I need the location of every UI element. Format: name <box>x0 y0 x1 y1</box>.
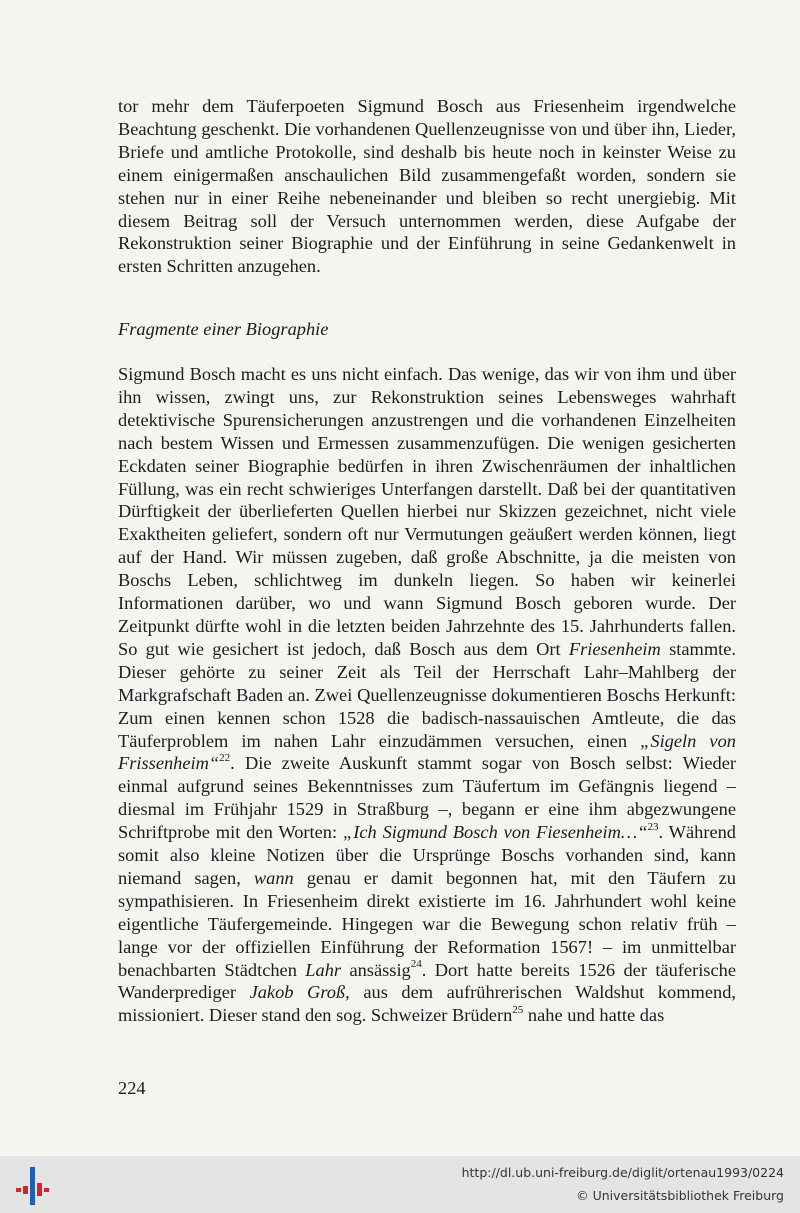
text-span: . Während somit also kleine Notizen über die Ursprünge Boschs vorhanden sind, kann niemand sagen, <box>118 822 736 888</box>
logo-red-bar <box>23 1186 28 1194</box>
logo-red-bar <box>37 1183 42 1196</box>
footnote-ref-22: 22 <box>219 752 231 765</box>
text-span: . Dort hatte bereits 1526 der täuferische Wanderprediger <box>118 959 736 1003</box>
text-span: Sigmund Bosch macht es uns nicht einfach. Das wenige, das wir von ihm und über ihn wissen, zwingt uns, zur Rekonstruktion seines Lebensweges wahrhaft detektivische Spurensicherungen anzustrengen und die vorhandenen Einzelheiten nach bestem Wissen und Ermessen zusammenzufügen. Die wenigen gesicherten Eckdaten seiner Biographie bedürfen in ihren Zwischenräumen der inhaltlichen Füllung, was ein recht schwieriges Unterfangen darstellt. Daß bei der quantitativen Dürftigkeit der überlieferten Quellen hierbei nur Skizzen gezeichnet, nicht viele Exaktheiten geliefert, sondern oft nur Vermutungen geäußert werden können, liegt auf der Hand. Wir müssen zugeben, daß große Abschnitte, ja die meisten von Boschs Leben, schlichtweg im dunkeln liegen. So haben wir keinerlei Informationen darüber, wo und wann Sigmund Bosch geboren wurde. Der Zeitpunkt dürfte wohl in die letzten beiden Jahrzehnte des 15. Jahrhunderts fallen. So gut wie gesichert ist jedoch, daß Bosch aus dem Ort <box>118 364 736 659</box>
text-span: nahe und hatte das <box>523 1005 665 1026</box>
section-heading: Fragmente einer Biographie <box>118 319 329 339</box>
footnote-ref-24: 24 <box>410 958 422 971</box>
emphasis-wann: wann <box>253 867 294 888</box>
university-library-logo-icon <box>14 1165 54 1205</box>
logo-red-bar <box>16 1188 21 1192</box>
emphasis-quote-bosch: „Ich Sigmund Bosch von Fiesenheim…“ <box>342 822 648 843</box>
paragraph-intro: tor mehr dem Täuferpoeten Sigmund Bosch aus Friesenheim irgendwelche Beachtung geschenkt. Die vorhandenen Quellenzeugnisse von und über ihn, Lieder, Briefe und amtliche Protokolle, sind deshalb bis heute noch in keinster Weise zu einem einigermaßen anschaulichen Bild zusammengefaßt worden, sondern sie stehen nur in einer Reihe nebeneinander und bleiben so recht unergiebig. Mit diesem Beitrag soll der Versuch unternommen werden, diese Aufgabe der Rekonstruktion seiner Biographie und der Einführung in seine Gedankenwelt in ersten Schritten anzugehen. <box>118 96 736 277</box>
footnote-ref-25: 25 <box>512 1004 524 1017</box>
emphasis-quote-sigeln: „Sigeln von Frissenheim“ <box>118 730 736 774</box>
text-span: aus dem aufrührerischen Waldshut kommend, missioniert. Dieser stand den sog. Schweizer Brüdern <box>118 982 736 1026</box>
footnote-ref-23: 23 <box>647 821 659 833</box>
page-number: 224 <box>118 1078 146 1098</box>
paragraph-biography <box>118 363 736 1027</box>
emphasis-lahr: Lahr <box>305 959 342 980</box>
text-span: ansässig <box>341 959 411 980</box>
viewer-footer <box>0 1156 800 1213</box>
emphasis-friesenheim: Friesenheim <box>568 638 661 659</box>
emphasis-jakob-gross: Jakob Groß, <box>249 982 350 1003</box>
text-span: genau er damit begonnen hat, mit den Täufern zu sympathisieren. In Friesenheim direkt existierte im 16. Jahrhundert wohl keine eigentliche Täufergemeinde. Hingegen war die Bewegung schon relativ früh – lange vor der offiziellen Einführung der Reformation 1567! – im unmittelbar benachbarten Städtchen <box>118 867 736 980</box>
copyright-notice: © Universitätsbibliothek Freiburg <box>576 1188 784 1203</box>
text-span: . Die zweite Auskunft stammt sogar von Bosch selbst: Wieder einmal aufgrund seines Bekenntnisses zum Täufertum im Gefängnis liegend – diesmal im Frühjahr 1529 in Straßburg –, begann er eine ihm abgezwungene Schriftprobe mit den Worten: <box>118 753 736 843</box>
permalink-url[interactable]: http://dl.ub.uni-freiburg.de/diglit/ortenau1993/0224 <box>461 1165 784 1180</box>
text-span: stammte. Dieser gehörte zu seiner Zeit als Teil der Herrschaft Lahr–Mahlberg der Markgrafschaft Baden an. Zwei Quellenzeugnisse dokumentieren Boschs Herkunft: Zum einen kennen schon 1528 die badisch-nassauischen Amtleute, die das Täuferproblem im nahen Lahr einzudämmen versuchen, einen <box>118 638 736 751</box>
logo-blue-bar <box>30 1167 35 1205</box>
logo-red-bar <box>44 1188 49 1192</box>
